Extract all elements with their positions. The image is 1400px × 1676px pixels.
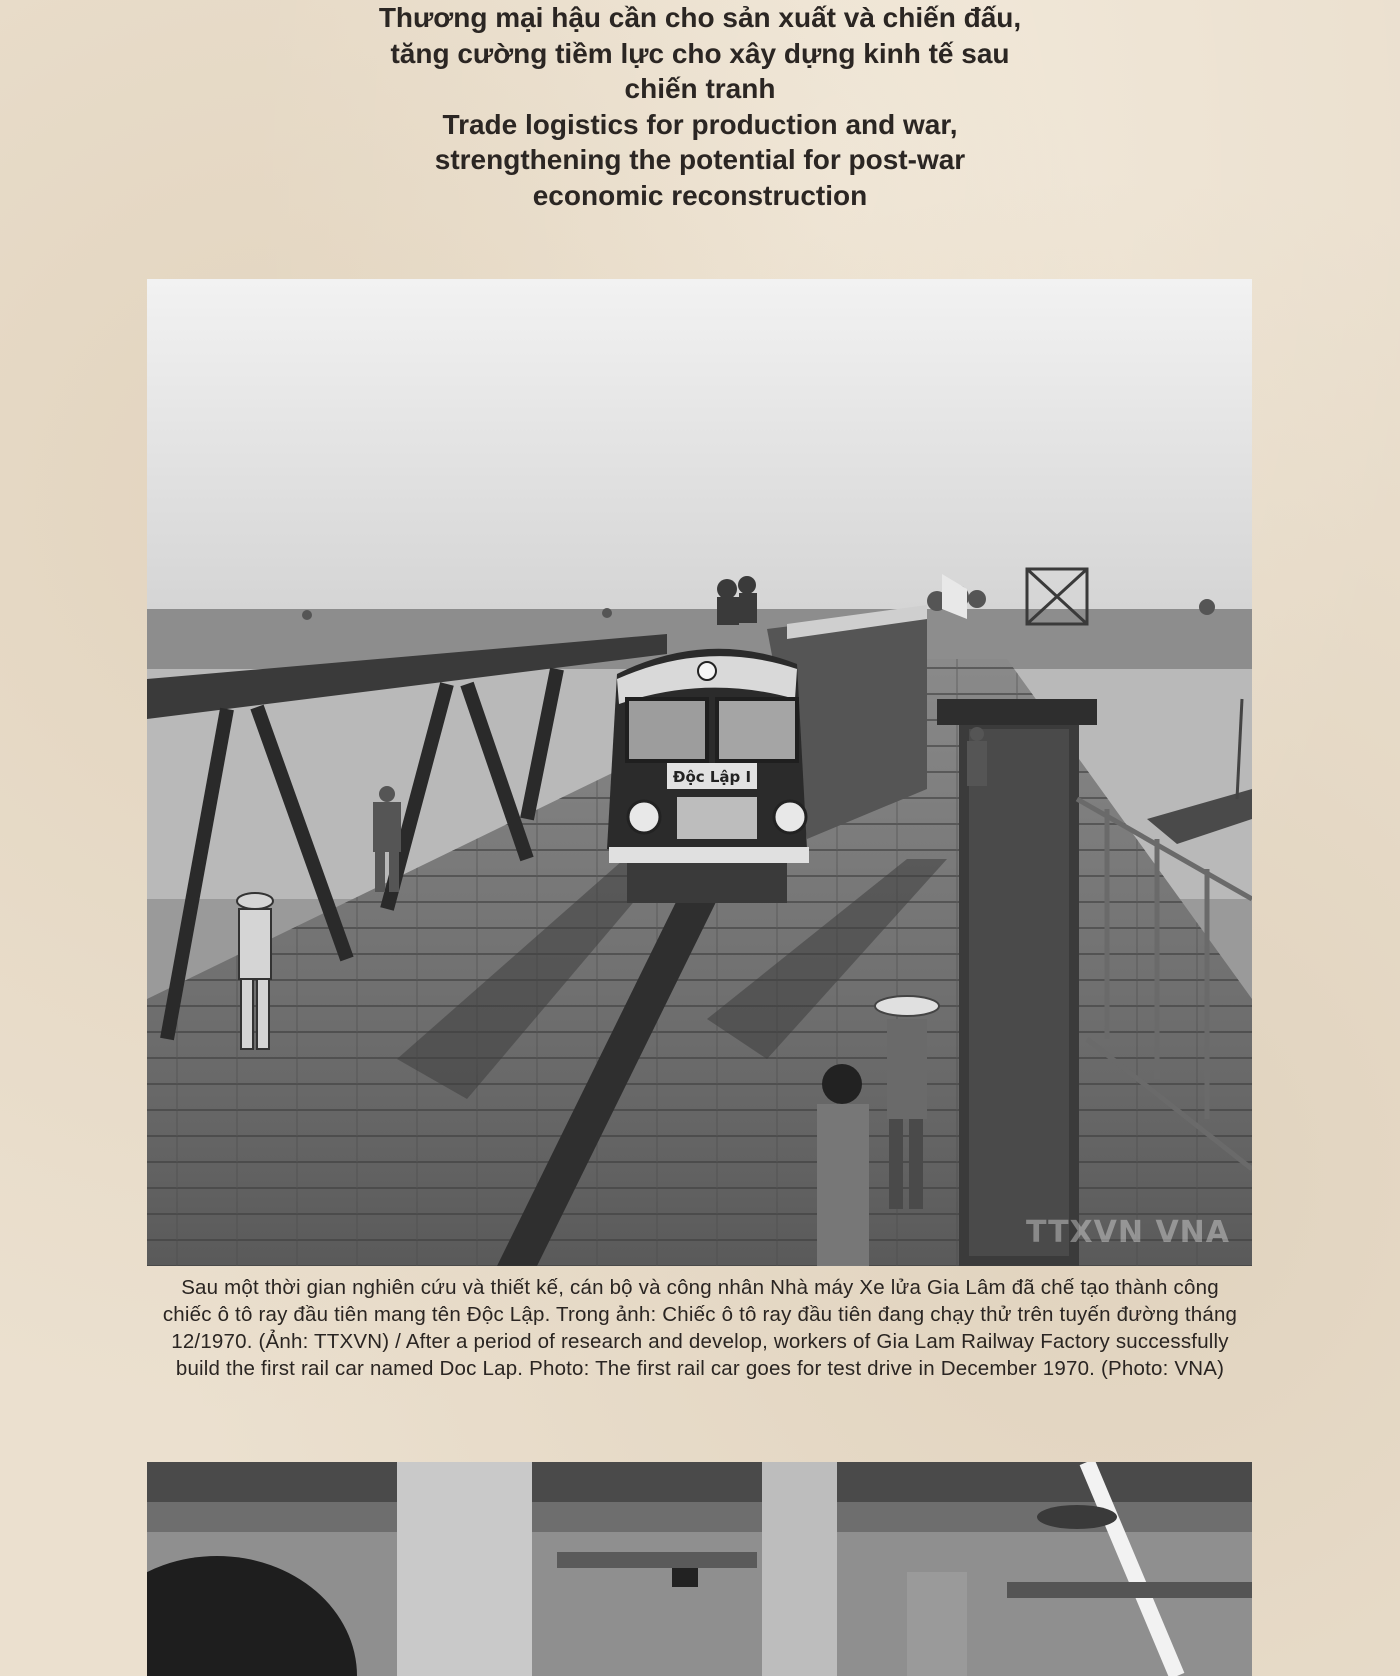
factory-photo [147,1462,1252,1676]
photo-watermark: TTXVN VNA [1025,1215,1230,1250]
headline-vi-line-3: chiến tranh [624,73,776,104]
headline-vi-line-1: Thương mại hậu cần cho sản xuất và chiến đấu, [378,2,1022,33]
headline-en-line-3: economic reconstruction [532,179,868,211]
railcar-plate-text: Độc Lập I [672,768,752,786]
headline-en-line-1: Trade logistics for production and war, [442,108,958,140]
railcar-bridge-photo [147,279,1252,1266]
factory-illustration [147,1462,1252,1676]
headline-vi-line-2: tăng cường tiềm lực cho xây dựng kinh tế sau [390,37,1010,69]
photo-caption: Sau một thời gian nghiên cứu và thiết kế, cán bộ và công nhân Nhà máy Xe lửa Gia Lâm đã chế tạo thành công chiếc ô tô ray đầu tiên mang tên Độc Lập. Trong ảnh: Chiếc ô tô ray đầu tiên đang chạy thử trên tuyến đường tháng 12/1970. (Ảnh: TTXVN) / After a period of research and develop, workers of Gia Lam Railway Factory successfully build the first rail car named Doc Lap. Photo: The first rail car goes for test drive in December 1970. (Photo: VNA) [162,1276,1238,1380]
section-headline [320,0,1080,213]
headline-en-line-2: strengthening the potential for post-war [434,144,966,175]
railcar-bridge-illustration [147,279,1252,1266]
